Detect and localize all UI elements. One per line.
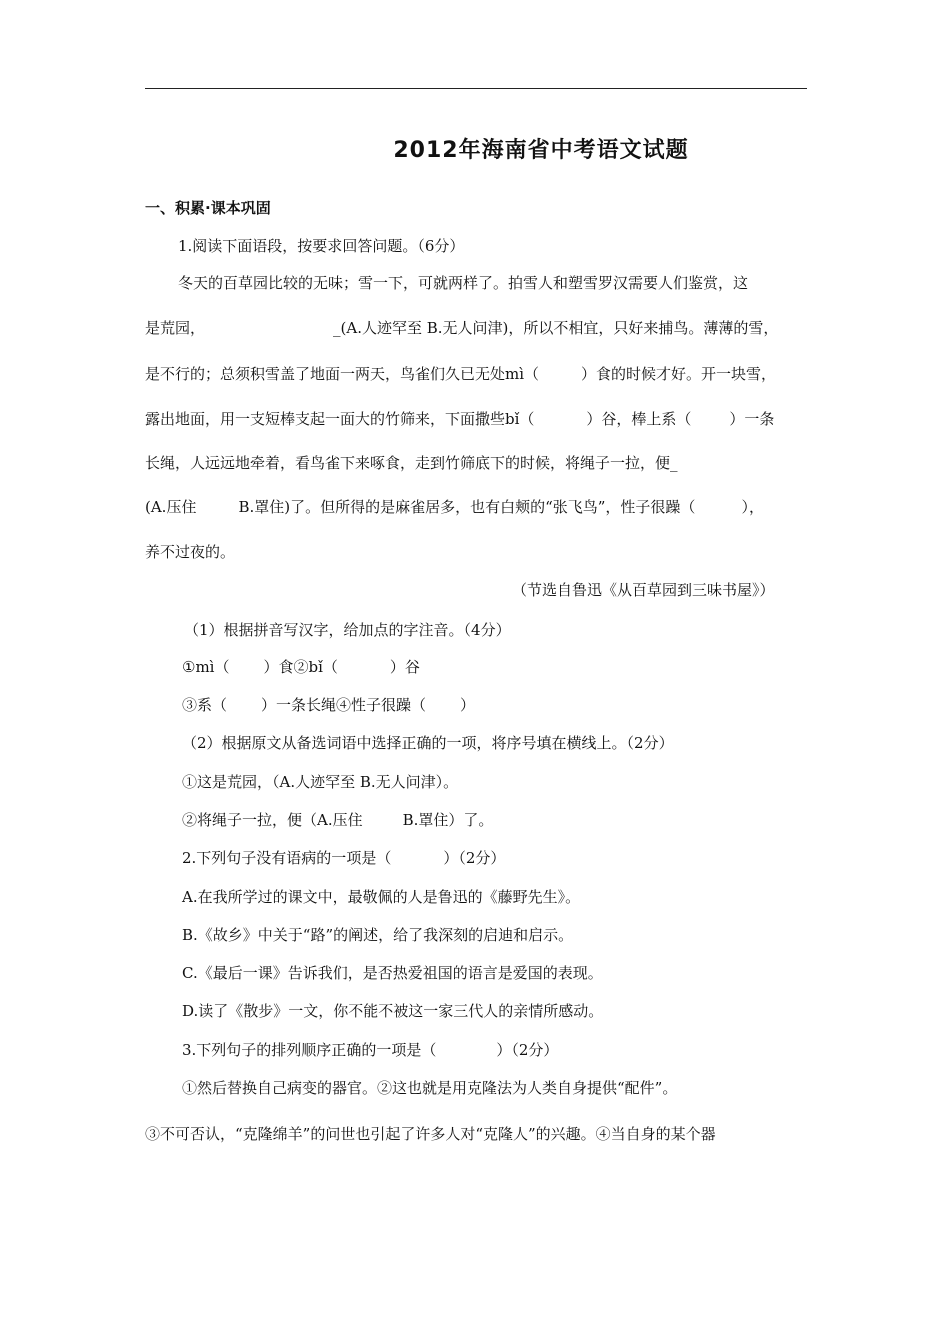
q1-stem: 1.阅读下面语段，按要求回答问题。（6分）	[178, 237, 465, 255]
passage-text: B.罩住)了。但所得的是麻雀居多，也有白颊的“张飞鸟”，性子很躁（	[238, 498, 696, 516]
passage-line-3	[145, 364, 776, 384]
passage-line-4	[145, 409, 774, 429]
page-title: 2012年海南省中考语文试题	[393, 138, 689, 163]
passage-line-1: 冬天的百草园比较的无味；雪一下，可就两样了。拍雪人和塑雪罗汉需要人们鉴赏，这	[178, 274, 749, 292]
answer-text: B.罩住）了。	[402, 811, 494, 829]
passage-text: ），	[741, 498, 764, 516]
q1-sub1: （1）根据拼音写汉字，给加点的字注音。（4分）	[184, 621, 511, 639]
q2-option-b: B.《故乡》中关于“路”的阐述，给了我深刻的启迪和启示。	[182, 926, 574, 944]
q3-line-2: ③不可否认，“克隆绵羊”的问世也引起了许多人对“克隆人”的兴趣。④当自身的某个器	[145, 1125, 716, 1143]
passage-line-2	[145, 318, 778, 338]
passage-source: （节选自鲁迅《从百草园到三味书屋》）	[512, 581, 775, 599]
passage-text: ）谷，棒上系（	[586, 410, 692, 428]
q3-line-1: ①然后替换自己病变的器官。②这也就是用克隆法为人类自身提供“配件”。	[182, 1079, 678, 1097]
passage-line-6	[145, 497, 764, 517]
question-text: 2.下列句子没有语病的一项是（	[182, 849, 392, 867]
answer-text: ）	[460, 696, 476, 714]
question-text: ）（2分）	[496, 1041, 559, 1059]
passage-text: 是不行的；总须积雪盖了地面一两天，鸟雀们久已无处mì（	[145, 365, 540, 383]
answer-text: ①mì（	[182, 658, 230, 676]
q1-sub1-row2	[182, 695, 475, 715]
answer-text: ）一条长绳④性子很躁（	[261, 696, 427, 714]
passage-text: _(A.人迹罕至 B.无人问津)，所以不相宜，只好来捕鸟。薄薄的雪，	[333, 319, 779, 337]
passage-text: 露出地面，用一支短棒支起一面大的竹筛来，下面撒些bǐ（	[145, 410, 535, 428]
passage-line-5: 长绳，人远远地牵着，看鸟雀下来啄食，走到竹筛底下的时候，将绳子一拉，便_	[145, 454, 678, 472]
q3-stem	[182, 1040, 558, 1060]
passage-text: ）一条	[729, 410, 775, 428]
answer-text: ②将绳子一拉，便（A.压住	[182, 811, 363, 829]
passage-text: ）食的时候才好。开一块雪，	[581, 365, 777, 383]
question-text: 3.下列句子的排列顺序正确的一项是（	[182, 1041, 437, 1059]
passage-line-7: 养不过夜的。	[145, 543, 236, 561]
q1-sub2-b	[182, 810, 493, 830]
passage-text: (A.压住	[145, 498, 197, 516]
q2-option-c: C.《最后一课》告诉我们，是否热爱祖国的语言是爱国的表现。	[182, 964, 603, 982]
q2-option-a: A.在我所学过的课文中，最敬佩的人是鲁迅的《藤野先生》。	[182, 888, 581, 906]
header-rule	[145, 88, 807, 89]
answer-text: ③系（	[182, 696, 228, 714]
q1-sub1-row1	[182, 657, 420, 677]
answer-text: ）食②bǐ（	[263, 658, 338, 676]
question-text: ）（2分）	[443, 849, 506, 867]
q1-sub2-a: ①这是荒园，（A.人迹罕至 B.无人问津）。	[182, 773, 459, 791]
answer-text: ）谷	[389, 658, 420, 676]
q2-option-d: D.读了《散步》一文，你不能不被这一家三代人的亲情所感动。	[182, 1002, 604, 1020]
passage-text: 是荒园，	[145, 319, 206, 337]
section-heading: 一、积累·课本巩固	[145, 199, 271, 217]
q2-stem	[182, 848, 505, 868]
q1-sub2: （2）根据原文从备选词语中选择正确的一项，将序号填在横线上。（2分）	[182, 734, 674, 752]
